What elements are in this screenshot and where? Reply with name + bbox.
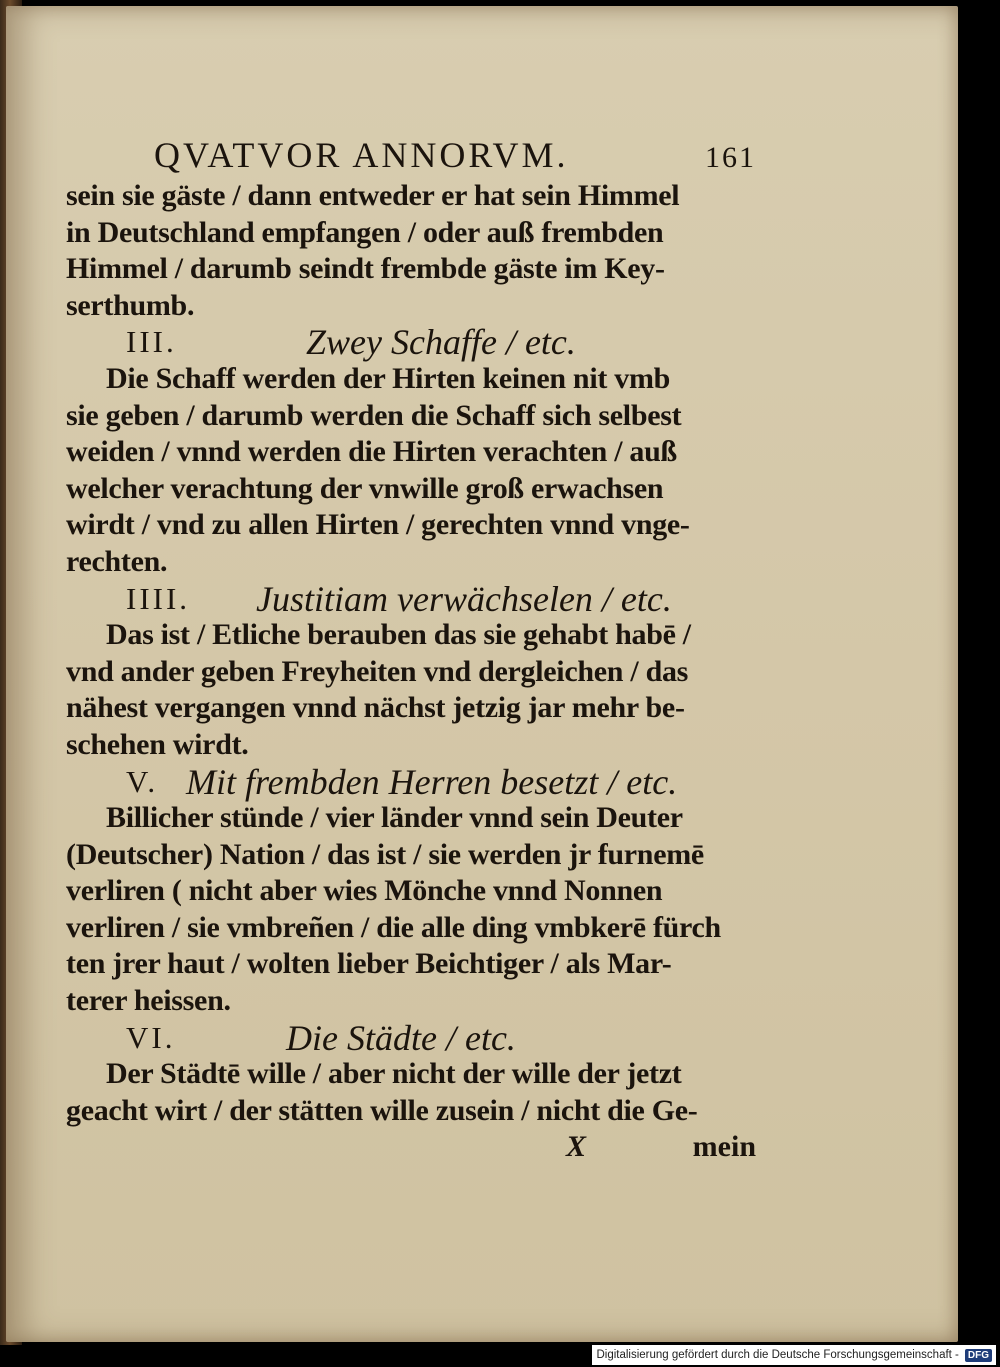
section-heading-4 <box>66 578 756 619</box>
text-line: Billicher stünde / vier länder vnnd sein Deuter <box>106 801 683 835</box>
section-heading-6 <box>66 1017 756 1058</box>
text-line: serthumb. <box>66 288 195 322</box>
section-number: VI. <box>126 1019 176 1055</box>
text-line: sein sie gäste / dann entweder er hat sein Himmel <box>66 179 680 212</box>
text-line: sie geben / darumb werden die Schaff sich selbest <box>66 398 682 432</box>
text-line: schehen wirdt. <box>66 727 249 761</box>
text-line: terer heissen. <box>66 984 231 1018</box>
section-heading-5 <box>66 761 756 802</box>
section-title: Zwey Schaffe / etc. <box>306 322 576 363</box>
text-line: welcher verachtung der vnwille groß erwachsen <box>66 471 664 505</box>
text-line: geacht wirt / der stätten wille zusein / nicht die Ge- <box>66 1093 698 1127</box>
digitization-credit <box>592 1345 996 1365</box>
running-header <box>66 134 756 178</box>
header-title: QVATVOR ANNORVM. <box>154 135 569 175</box>
page-number: 161 <box>705 141 756 174</box>
book-page <box>6 6 958 1342</box>
text-line: Die Schaff werden der Hirten keinen nit vmb <box>106 361 671 395</box>
text-line: wirdt / vnd zu allen Hirten / gerechten vnnd vnge- <box>66 508 690 542</box>
text-line: nähest vergangen vnnd nächst jetzig jar mehr be- <box>66 691 685 725</box>
section-number: III. <box>126 324 177 360</box>
section-title: Die Städte / etc. <box>286 1017 516 1058</box>
text-line: verliren ( nicht aber wies Mönche vnnd Nonnen <box>66 874 663 908</box>
page-footer <box>66 1129 756 1166</box>
text-line: rechten. <box>66 544 168 578</box>
dfg-logo: DFG <box>965 1349 992 1362</box>
credit-text: Digitalisierung gefördert durch die Deutsche Forschungsgemeinschaft - <box>596 1349 959 1361</box>
text-line: ten jrer haut / wolten lieber Beichtiger / als Mar- <box>66 947 672 981</box>
signature-mark: X <box>566 1130 587 1164</box>
text-line: Himmel / darumb seindt frembde gäste im Key- <box>66 252 665 286</box>
text-line: verliren / sie vmbreñen / die alle ding vmbkerē fürch <box>66 910 721 944</box>
section-number: IIII. <box>126 580 191 616</box>
section-heading-3 <box>66 324 756 361</box>
section-title: Mit frembden Herren besetzt / etc. <box>186 761 678 802</box>
catchword: mein <box>692 1130 756 1164</box>
text-line: weiden / vnnd werden die Hirten verachten / auß <box>66 435 677 469</box>
page-text-block <box>66 134 756 1166</box>
section-number: V. <box>126 763 159 799</box>
section-title: Justitiam verwächselen / etc. <box>256 578 672 619</box>
text-line: Der Städtē wille / aber nicht der wille der jetzt <box>106 1057 682 1091</box>
text-line: vnd ander geben Freyheiten vnd dergleichen / das <box>66 654 689 688</box>
text-line: Das ist / Etliche berauben das sie gehabt habē / <box>106 618 691 652</box>
text-line: in Deutschland empfangen / oder auß frembden <box>66 215 664 249</box>
text-line: (Deutscher) Nation / das ist / sie werden jr furnemē <box>66 837 704 871</box>
